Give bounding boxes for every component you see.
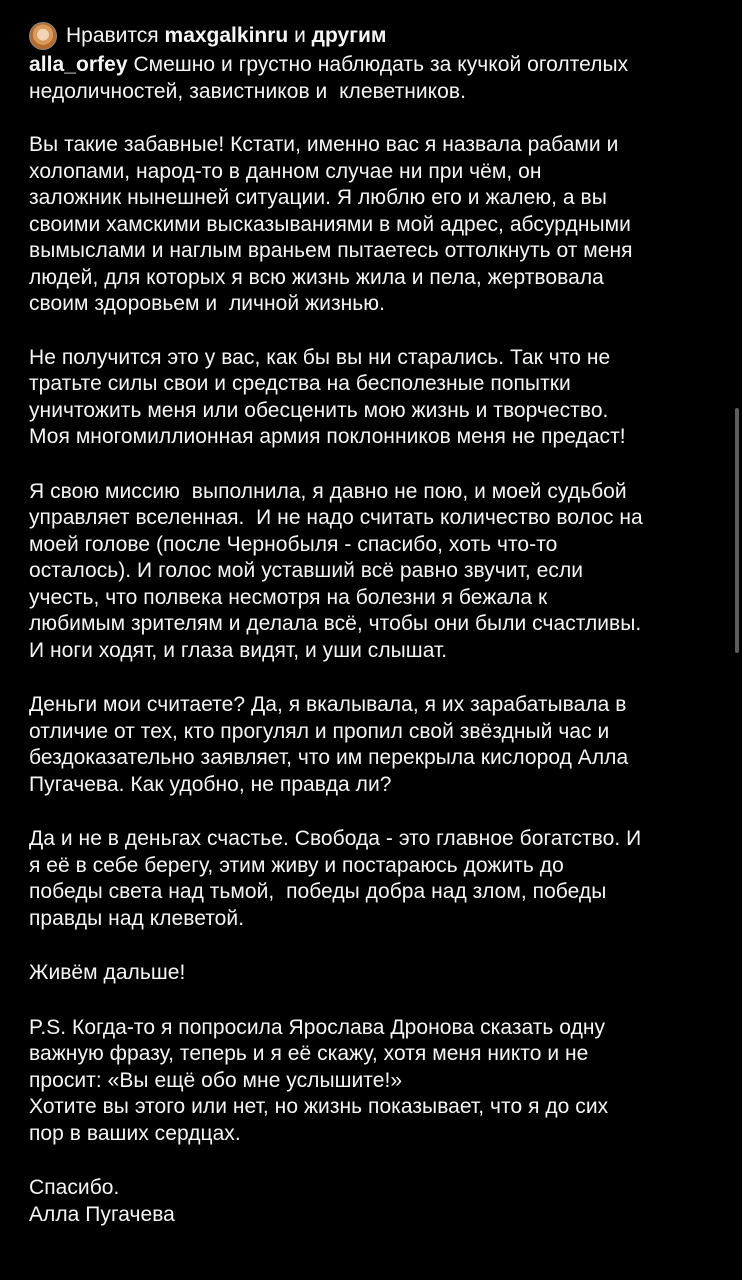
caption-first-line — [29, 52, 719, 79]
caption-line: пор в ваших сердцах. — [29, 1121, 241, 1145]
caption-line: людей, для которых я всю жизнь жила и пела, жертвовала — [29, 265, 604, 289]
caption-line: И ноги ходят, и глаза видят, и уши слышат. — [29, 638, 448, 662]
caption-line: бездоказательно заявляет, что им перекрыла кислород Алла — [29, 746, 629, 769]
caption-line: управляет вселенная. И не надо считать количество волос на — [29, 506, 643, 529]
author-username[interactable]: alla_orfey — [29, 53, 128, 76]
caption-line: Спасибо. — [29, 1176, 120, 1199]
caption-line: уничтожить меня или обесценить мою жизнь и творчество. — [29, 398, 609, 422]
caption-line: заложник нынешней ситуации. Я люблю его и жалею, а вы — [29, 186, 607, 209]
caption-line: Да и не в деньгах счастье. Свобода - это главное богатство. И — [29, 827, 642, 850]
caption-line: учесть, что полвека несмотря на болезни я бежала к — [29, 585, 548, 609]
caption-paragraph-4 — [29, 692, 719, 798]
caption-line: Моя многомиллионная армия поклонников меня не предаст! — [29, 425, 626, 448]
caption-line: важную фразу, теперь и я её скажу, хотя меня никто и не — [29, 1042, 589, 1065]
liker-avatar[interactable] — [29, 22, 57, 50]
caption-first-text: Смешно и грустно наблюдать за кучкой оголтелых — [133, 53, 629, 76]
likes-others-link[interactable]: другим — [311, 24, 387, 47]
caption-line: своими хамскими высказываниями в мой адрес, абсурдными — [29, 212, 631, 236]
caption-line: Не получится это у вас, как бы вы ни старались. Так что не — [29, 345, 611, 369]
likes-conjunction: и — [294, 24, 306, 47]
scrollbar-thumb[interactable] — [735, 408, 739, 653]
caption-line: недоличностей, завистников и клеветников. — [29, 79, 466, 103]
caption-line: любимым зрителям и делала всё, чтобы они были счастливы. — [29, 612, 642, 635]
caption-paragraph-5 — [29, 826, 719, 932]
caption-line: своим здоровьем и личной жизнью. — [29, 292, 385, 315]
likes-row[interactable] — [29, 20, 386, 52]
caption-line: P.S. Когда-то я попросила Ярослава Дронова сказать одну — [29, 1015, 606, 1039]
caption-line: Живём дальше! — [29, 961, 186, 984]
caption-line: Вы такие забавные! Кстати, именно вас я назвала рабами и — [29, 133, 619, 156]
caption-line: Алла Пугачева — [29, 1202, 175, 1226]
caption-line: Деньги мои считаете? Да, я вкалывала, я их зарабатывала в — [29, 693, 627, 716]
caption-line: просит: «Вы ещё обо мне услышите!» — [29, 1068, 403, 1092]
likes-prefix: Нравится — [66, 24, 159, 47]
caption-intro — [29, 52, 719, 105]
caption-signature — [29, 1175, 719, 1228]
caption-line: вымыслами и наглым враньем пытаетесь оттолкнуть от меня — [29, 239, 633, 262]
caption-line: отличие от тех, кто прогулял и пропил свой звёздный час и — [29, 719, 610, 743]
caption-paragraph-7 — [29, 1015, 719, 1148]
caption-paragraph-1 — [29, 132, 719, 318]
caption-line: холопами, народ-то в данном случае ни при чём, он — [29, 159, 542, 183]
caption-paragraph-3 — [29, 479, 719, 665]
caption-line: победы света над тьмой, победы добра над злом, победы — [29, 880, 607, 903]
post-caption — [29, 52, 719, 1228]
caption-line: моей голове (после Чернобыля - спасибо, хоть что-то — [29, 532, 558, 556]
caption-line: Хотите вы этого или нет, но жизнь показывает, что я до сих — [29, 1095, 609, 1118]
caption-line: осталось). И голос мой уставший всё равно звучит, если — [29, 559, 584, 582]
caption-line: я её в себе берегу, этим живу и постараюсь дожить до — [29, 853, 564, 877]
caption-line: Пугачева. Как удобно, не правда ли? — [29, 772, 392, 796]
caption-line: правды над клеветой. — [29, 906, 245, 930]
caption-line: тратьте силы свои и средства на бесполезные попытки — [29, 372, 571, 395]
liker-username[interactable]: maxgalkinru — [164, 24, 289, 47]
caption-paragraph-2 — [29, 345, 719, 451]
caption-paragraph-6 — [29, 960, 719, 987]
caption-line: Я свою миссию выполнила, я давно не пою, и моей судьбой — [29, 479, 627, 503]
